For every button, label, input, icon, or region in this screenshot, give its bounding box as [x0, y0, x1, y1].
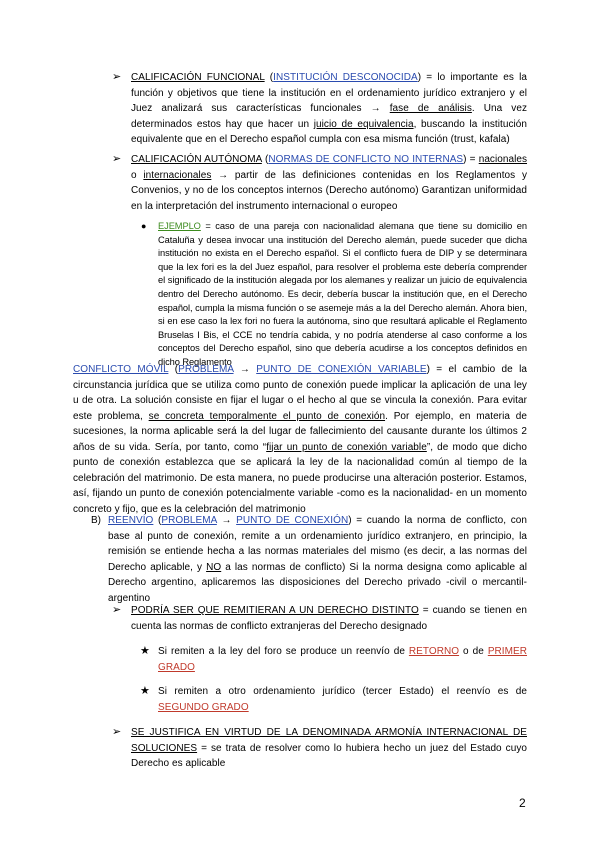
no-emphasis: NO	[206, 561, 222, 573]
text: a las normas de conflicto) Si la norma designa como aplicable al Derecho argentino, aplicaremos las disposiciones del Derecho privado -civil o mercantil- argentino	[108, 561, 527, 604]
problema-label: PROBLEMA	[178, 364, 234, 375]
text: . Una vez determinados estos hay que hacer un	[131, 103, 527, 130]
fase-de-analisis: fase de análisis	[389, 103, 472, 114]
punto-conexion-label: PUNTO DE CONEXIÓN	[236, 515, 349, 526]
text: . Por ejemplo, en materia de sucesiones, la norma aplicable será la del lugar de fallecimiento del causante durante los últimos 2 años de su vida. Sería, por tanto, como “	[73, 410, 527, 453]
ejemplo-label: EJEMPLO	[158, 221, 201, 231]
text: o	[131, 169, 144, 181]
reenvio-paragraph: REENVÍO (PROBLEMA → PUNTO DE CONEXIÓN) = cuando la norma de conflicto, con base al punto de conexión, remite a un ordenamiento jurídico extranjero, en principio, la remisión se entiende hecha a las normas materiales del mismo (es decir, a las normas del Derecho aplicable, y NO a las normas de conflicto) Si la norma designa como aplicable al Derecho argentino, aplicaremos las disposiciones del Derecho privado -civil o mercantil- argentino	[108, 515, 527, 604]
podria-ser-title: PODRÍA SER QUE REMITIERAN A UN DERECHO DISTINTO	[131, 605, 419, 616]
reenvio-title: REENVÍO	[108, 515, 154, 526]
juicio-de-equivalencia: juicio de equivalencia	[313, 118, 414, 130]
page-number: 2	[519, 796, 526, 810]
text: o de	[459, 646, 488, 657]
se-justifica-paragraph	[131, 725, 527, 772]
text: = el cambio de la circunstancia jurídica que se utiliza como punto de conexión puede implicar la aplicación de una ley u de otra. La solución consiste en fijar el lugar o el hecho al que se vincula la conexión. Para evitar este problema,	[73, 364, 527, 422]
text: Si remiten a otro ordenamiento jurídico (tercer Estado) el reenvío es de	[158, 686, 527, 697]
text: = cuando se tienen en cuenta las normas de conflicto extranjeras del Derecho designado	[131, 605, 527, 632]
arrow-bullet-icon: ➢	[112, 726, 122, 738]
text: Si remiten a la ley del foro se produce un reenvío de	[158, 646, 409, 657]
star-bullet-icon: ★	[140, 685, 150, 697]
concreta-temporalmente: se concreta temporalmente el punto de conexión	[148, 410, 386, 422]
retorno-label: RETORNO	[408, 646, 460, 657]
calificacion-funcional-paragraph: CALIFICACIÓN FUNCIONAL (INSTITUCIÓN DESCONOCIDA) = lo importante es la función y objetivos que tiene la institución en el ordenamiento jurídico extranjero y el Juez analizará sus características funcionales → fase de análisis. Una vez determinados estos hay que hacer un juicio de equivalencia, buscando la institución equivalente que en el Derecho español cumpla con esa misma función (trust, kafala)	[131, 72, 527, 145]
ejemplo-paragraph	[158, 220, 527, 370]
star-bullet-icon: ★	[140, 645, 150, 657]
nacionales: nacionales	[478, 154, 528, 165]
segundo-grado-paragraph	[158, 684, 527, 715]
conflicto-movil-paragraph: CONFLICTO MÓVIL (PROBLEMA → PUNTO DE CONEXIÓN VARIABLE) = el cambio de la circunstancia jurídica que se utiliza como punto de conexión puede implicar la aplicación de una ley u de otra. La solución consiste en fijar el lugar o el hecho al que se vincula la conexión. Para evitar este problema, se concreta temporalmente el punto de conexión. Por ejemplo, en materia de sucesiones, la norma aplicable será la del lugar de fallecimiento del causante durante los últimos 2 años de su vida. Sería, por tanto, como “fijar un punto de conexión variable”, de modo que dicho punto de conexión establezca que se aplicará la ley de la nacionalidad común al tiempo de la celebración del matrimonio. De esta manera, no puede producirse una alteración posterior. Estamos, así, fijando un punto de conexión potencialmente variable -como es la nacionalidad- en un momento concreto y fijo, que es la celebración del matrimonio	[73, 364, 527, 515]
internacionales: internacionales	[143, 169, 212, 181]
arrow-bullet-icon: ➢	[112, 153, 122, 165]
problema-label: PROBLEMA	[161, 515, 217, 526]
text: = cuando la norma de conflicto, con base al punto de conexión, remite a un ordenamiento jurídico extranjero, en principio, la remisión se entiende hecha a las normas materiales del mismo (es decir, a las normas del Derecho aplicable, y	[108, 515, 527, 573]
arrow-bullet-icon: ➢	[112, 604, 122, 616]
bullet-dot-icon: ●	[141, 221, 147, 231]
text: = se trata de resolver como lo hubiera hecho un juez del Estado cuyo Derecho es aplicable	[131, 742, 527, 769]
podria-ser-paragraph	[131, 603, 527, 634]
se-justifica-title: SE JUSTIFICA EN VIRTUD DE LA DENOMINADA ARMONÍA INTERNACIONAL DE SOLUCIONES	[131, 727, 527, 754]
text: → partir de las definiciones contenidas en los Reglamentos y Convenios, y no de los conceptos internos (Derecho autónomo) Garantizan uniformidad en la interpretación del instrumento internacional o europeo	[131, 169, 527, 212]
segundo-grado-label: SEGUNDO GRADO	[158, 701, 249, 713]
conflicto-movil-title: CONFLICTO MÓVIL	[73, 364, 169, 375]
normas-conflicto-label: NORMAS DE CONFLICTO NO INTERNAS	[268, 154, 464, 165]
primer-grado-label: PRIMER GRADO	[158, 646, 528, 673]
section-letter-b: B)	[91, 515, 101, 526]
institucion-desconocida-label: INSTITUCIÓN DESCONOCIDA	[273, 72, 418, 83]
text: = caso de una pareja con nacionalidad alemana que tiene su domicilio en Cataluña y desea invocar una institución del Derecho alemán, puede suceder que dicha institución no exista en el Derecho español. Si el conflicto fuera de DIP y se determinara que la lex fori es la del Juez español, para resolver el problema este debería comprender el significado de la institución alegada por los alemanes y realizar un juicio de equivalencia dentro del Derecho autónomo. Es decir, debería buscar la institución que, en el Derecho español, cumpla la misma función o se asemeje más a la del Derecho alemán. Ahora bien, si en ese caso la lex fori no fuera la autónoma, sino que resultará aplicable el Reglamento Bruselas I Bis, el CCE no tendría cabida, y no podría atenderse al caso conforme a los conceptos del Derecho español, sino que debería acudirse a los conceptos definidos en dicho Reglamento	[158, 221, 527, 367]
arrow-bullet-icon: ➢	[112, 71, 122, 83]
fijar-punto-conexion: fijar un punto de conexión variable	[266, 441, 427, 453]
text: =	[466, 154, 479, 165]
calificacion-funcional-title: CALIFICACIÓN FUNCIONAL	[131, 72, 265, 83]
text: = lo importante es la función y objetivos que tiene la institución en el ordenamiento jurídico extranjero y el Juez analizará sus características funcionales →	[131, 72, 527, 114]
calificacion-autonoma-title: CALIFICACIÓN AUTÓNOMA	[131, 154, 262, 165]
calificacion-autonoma-paragraph: CALIFICACIÓN AUTÓNOMA (NORMAS DE CONFLICTO NO INTERNAS) = nacionales o internacionales → partir de las definiciones contenidas en los Reglamentos y Convenios, y no de los conceptos internos (Derecho autónomo) Garantizan uniformidad en la interpretación del instrumento internacional o europeo	[131, 154, 528, 212]
text: ”, de modo que dicho punto de conexión establezca que se aplicará la ley de la nacionalidad común al tiempo de la celebración del matrimonio. De esta manera, no puede producirse una alteración posterior. Estamos, así, fijando un punto de conexión potencialmente variable -como es la nacionalidad- en un momento concreto y fijo, que es la celebración del matrimonio	[73, 441, 527, 515]
text: , buscando la institución equivalente que en el Derecho español cumpla con esa misma función (trust, kafala)	[131, 118, 527, 145]
retorno-paragraph	[158, 644, 527, 675]
arrow: →	[233, 364, 257, 375]
punto-conexion-variable-label: PUNTO DE CONEXIÓN VARIABLE	[256, 364, 427, 375]
arrow: →	[216, 515, 237, 526]
